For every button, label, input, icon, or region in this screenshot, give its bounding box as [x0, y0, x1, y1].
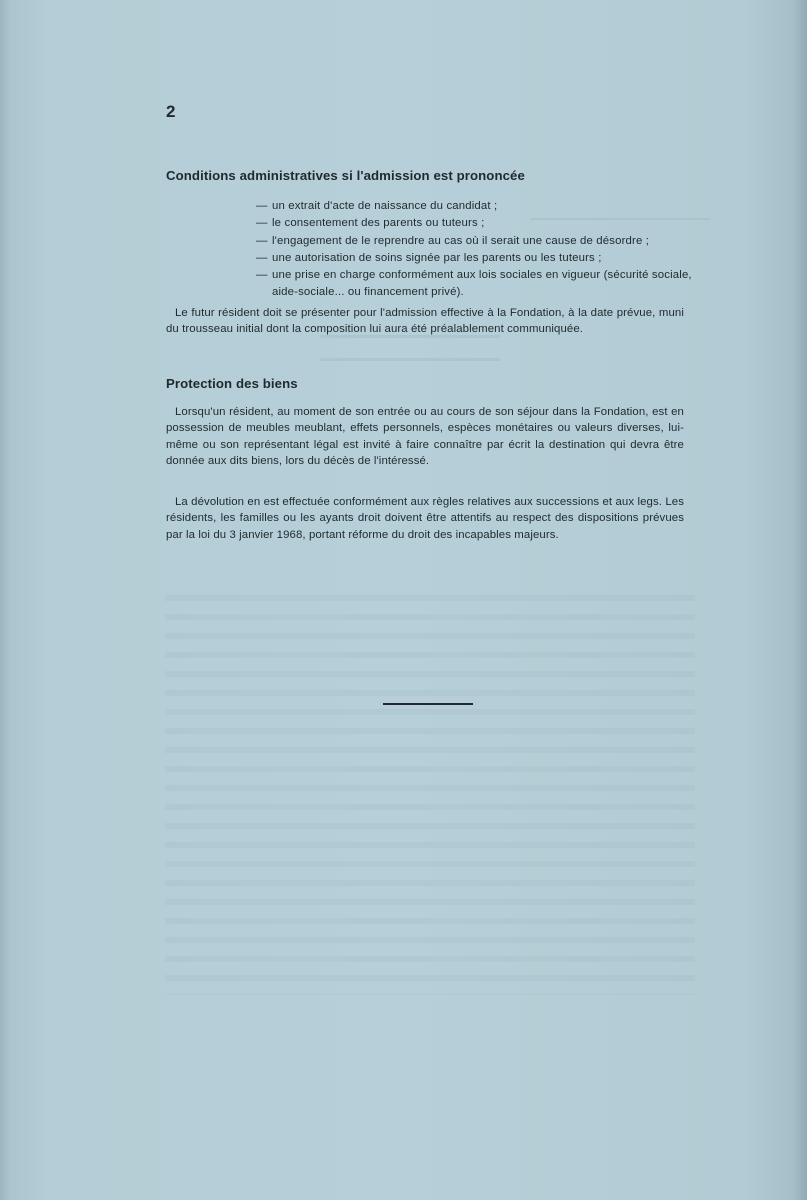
divider-rule: [383, 703, 473, 705]
list-item: [256, 215, 696, 232]
page-shadow-left: [0, 0, 10, 1200]
list-item-text: un extrait d'acte de naissance du candidat ;: [272, 200, 498, 212]
list-item-text: le consentement des parents ou tuteurs ;: [272, 217, 485, 230]
list-item-text: l'engagement de le reprendre au cas où il serait une cause de désordre ;: [272, 234, 650, 247]
dash-marker: —: [256, 251, 268, 264]
show-through-body: [165, 595, 695, 995]
dash-marker: —: [256, 234, 268, 247]
list-item-text: une autorisation de soins signée par les parents ou les tuteurs ;: [272, 251, 602, 264]
protection-paragraph-2: La dévolution en est effectuée conformément aux règles relatives aux successions et aux legs. Les résidents, les familles ou les ayants droit doivent être attentifs au respect des dispositions prévues par la loi du 3 janvier 1968, portant réforme du droit des incapables majeurs.: [166, 496, 684, 541]
list-item: [256, 198, 696, 215]
page-shadow-right: [793, 0, 807, 1200]
list-item: [256, 267, 696, 302]
show-through-block: [320, 335, 500, 361]
protection-paragraph-1: Lorsqu'un résident, au moment de son entrée ou au cours de son séjour dans la Fondation, est en possession de meubles meublant, effets personnels, espèces monétaires ou valeurs diverses, lui-même ou son représentant légal est invité à faire connaître par écrit la destination qui devra être donnée aux dits biens, lors du décès de l'intéressé.: [166, 406, 684, 468]
conditions-heading: Conditions administratives si l'admission est prononcée: [166, 168, 525, 183]
page-number: 2: [166, 102, 176, 121]
admission-paragraph: Le futur résident doit se présenter pour l'admission effective à la Fondation, à la date prévue, muni du trousseau initial dont la composition lui aura été préalablement communiquée.: [166, 307, 684, 336]
dash-marker: —: [256, 200, 268, 212]
dash-marker: —: [256, 217, 268, 230]
protection-heading: Protection des biens: [166, 376, 298, 391]
dash-marker: —: [256, 269, 268, 282]
list-item: [256, 233, 696, 250]
conditions-list: [256, 198, 696, 302]
list-item: [256, 250, 696, 267]
list-item-text: une prise en charge conformément aux lois sociales en vigueur (sécurité sociale, aide-sociale... ou financement privé).: [272, 269, 692, 299]
